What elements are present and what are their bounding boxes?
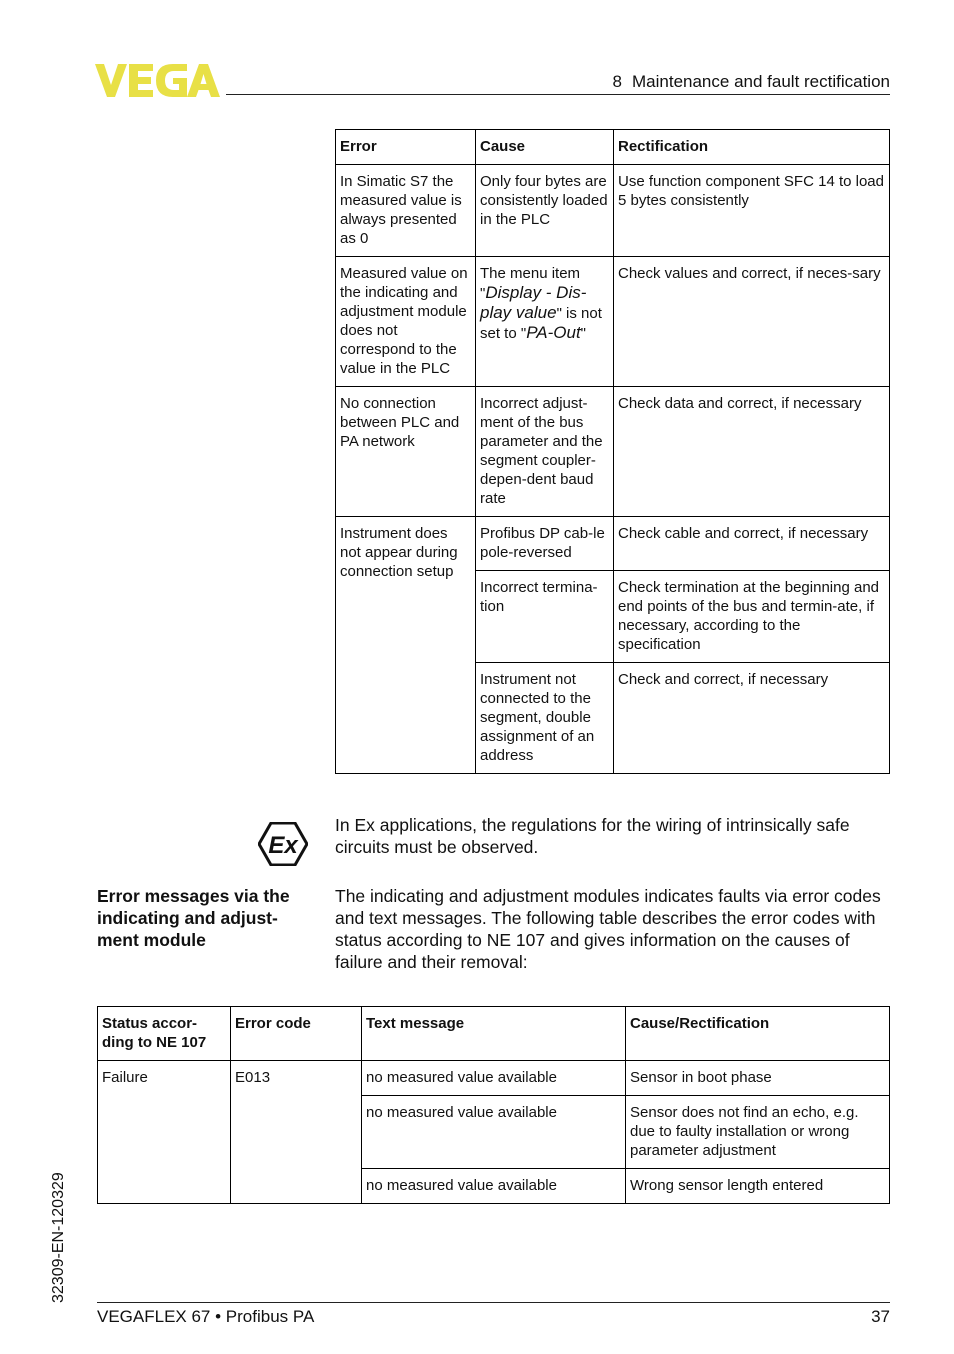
cause-cell: Only four bytes are consistently loaded in the PLC (476, 165, 614, 257)
svg-text:Ex: Ex (268, 832, 298, 859)
menu-value-name: PA-Out (526, 323, 581, 342)
rectification-cell: Check data and correct, if necessary (614, 387, 890, 517)
table-header-row (98, 1007, 890, 1061)
menu-item-name: Display - Dis-play value (480, 283, 587, 322)
cause-cell: Sensor does not find an echo, e.g. due to faulty installation or wrong parameter adjustment (626, 1096, 890, 1169)
table-row (98, 1061, 890, 1096)
status-cell: Failure (98, 1061, 231, 1204)
vega-logo (95, 64, 220, 103)
cause-cell: Incorrect termina-tion (476, 571, 614, 663)
text-message-cell: no measured value available (362, 1169, 626, 1204)
cause-cell (476, 257, 614, 387)
col-header-cause-rectification: Cause/Rectification (626, 1007, 890, 1061)
col-header-rectification: Rectification (614, 130, 890, 165)
rectification-cell: Check and correct, if necessary (614, 663, 890, 774)
table-header-row (336, 130, 890, 165)
rectification-cell: Use function component SFC 14 to load 5 bytes consistently (614, 165, 890, 257)
ex-symbol-icon (258, 822, 308, 866)
error-code-table (97, 1006, 890, 1204)
ex-note: In Ex applications, the regulations for the wiring of intrinsically safe circuits must be observed. (335, 815, 850, 857)
section-number: 8 (612, 72, 622, 91)
text-message-cell: no measured value available (362, 1061, 626, 1096)
section-title (613, 72, 890, 92)
intro-paragraph: The indicating and adjustment modules indicates faults via error codes and text messages. The following table describes the error codes with status according to NE 107 and gives information on the causes of failure and their removal: (335, 886, 881, 972)
document-number: 32309-EN-120329 (50, 1172, 67, 1303)
col-header-error-code: Error code (231, 1007, 362, 1061)
rectification-cell: Check cable and correct, if necessary (614, 517, 890, 571)
col-header-status: Status accor-ding to NE 107 (98, 1007, 231, 1061)
rectification-cell: Check termination at the beginning and end points of the bus and termin-ate, if necessary, according to the specification (614, 571, 890, 663)
error-code-cell: E013 (231, 1061, 362, 1204)
section-title-text: Maintenance and fault rectification (632, 72, 890, 91)
cause-text: " is not set to " (480, 305, 602, 342)
cause-cell: Sensor in boot phase (626, 1061, 890, 1096)
error-cell: No connection between PLC and PA network (336, 387, 476, 517)
cause-cell: Wrong sensor length entered (626, 1169, 890, 1204)
fault-table (335, 129, 890, 774)
col-header-error: Error (336, 130, 476, 165)
footer-rule (97, 1302, 890, 1303)
error-cell: In Simatic S7 the measured value is always presented as 0 (336, 165, 476, 257)
side-heading: Error messages via the indicating and adjust-ment module (97, 886, 290, 950)
footer-product: VEGAFLEX 67 • Profibus PA (97, 1307, 315, 1326)
table-row (336, 257, 890, 387)
col-header-text-message: Text message (362, 1007, 626, 1061)
col-header-cause: Cause (476, 130, 614, 165)
cause-text: The menu item " (480, 265, 581, 302)
header-rule (226, 94, 890, 95)
table-row (336, 387, 890, 517)
cause-cell: Profibus DP cab-le pole-reversed (476, 517, 614, 571)
error-cell: Measured value on the indicating and adjustment module does not correspond to the value in the PLC (336, 257, 476, 387)
cause-cell: Instrument not connected to the segment, double assignment of an address (476, 663, 614, 774)
text-message-cell: no measured value available (362, 1096, 626, 1169)
rectification-cell: Check values and correct, if neces-sary (614, 257, 890, 387)
cause-text: " (580, 325, 586, 342)
cause-cell: Incorrect adjust-ment of the bus parameter and the segment coupler-depen-dent baud rate (476, 387, 614, 517)
page-number: 37 (871, 1307, 890, 1326)
table-row (336, 517, 890, 571)
table-row (336, 165, 890, 257)
error-cell: Instrument does not appear during connection setup (336, 517, 476, 774)
